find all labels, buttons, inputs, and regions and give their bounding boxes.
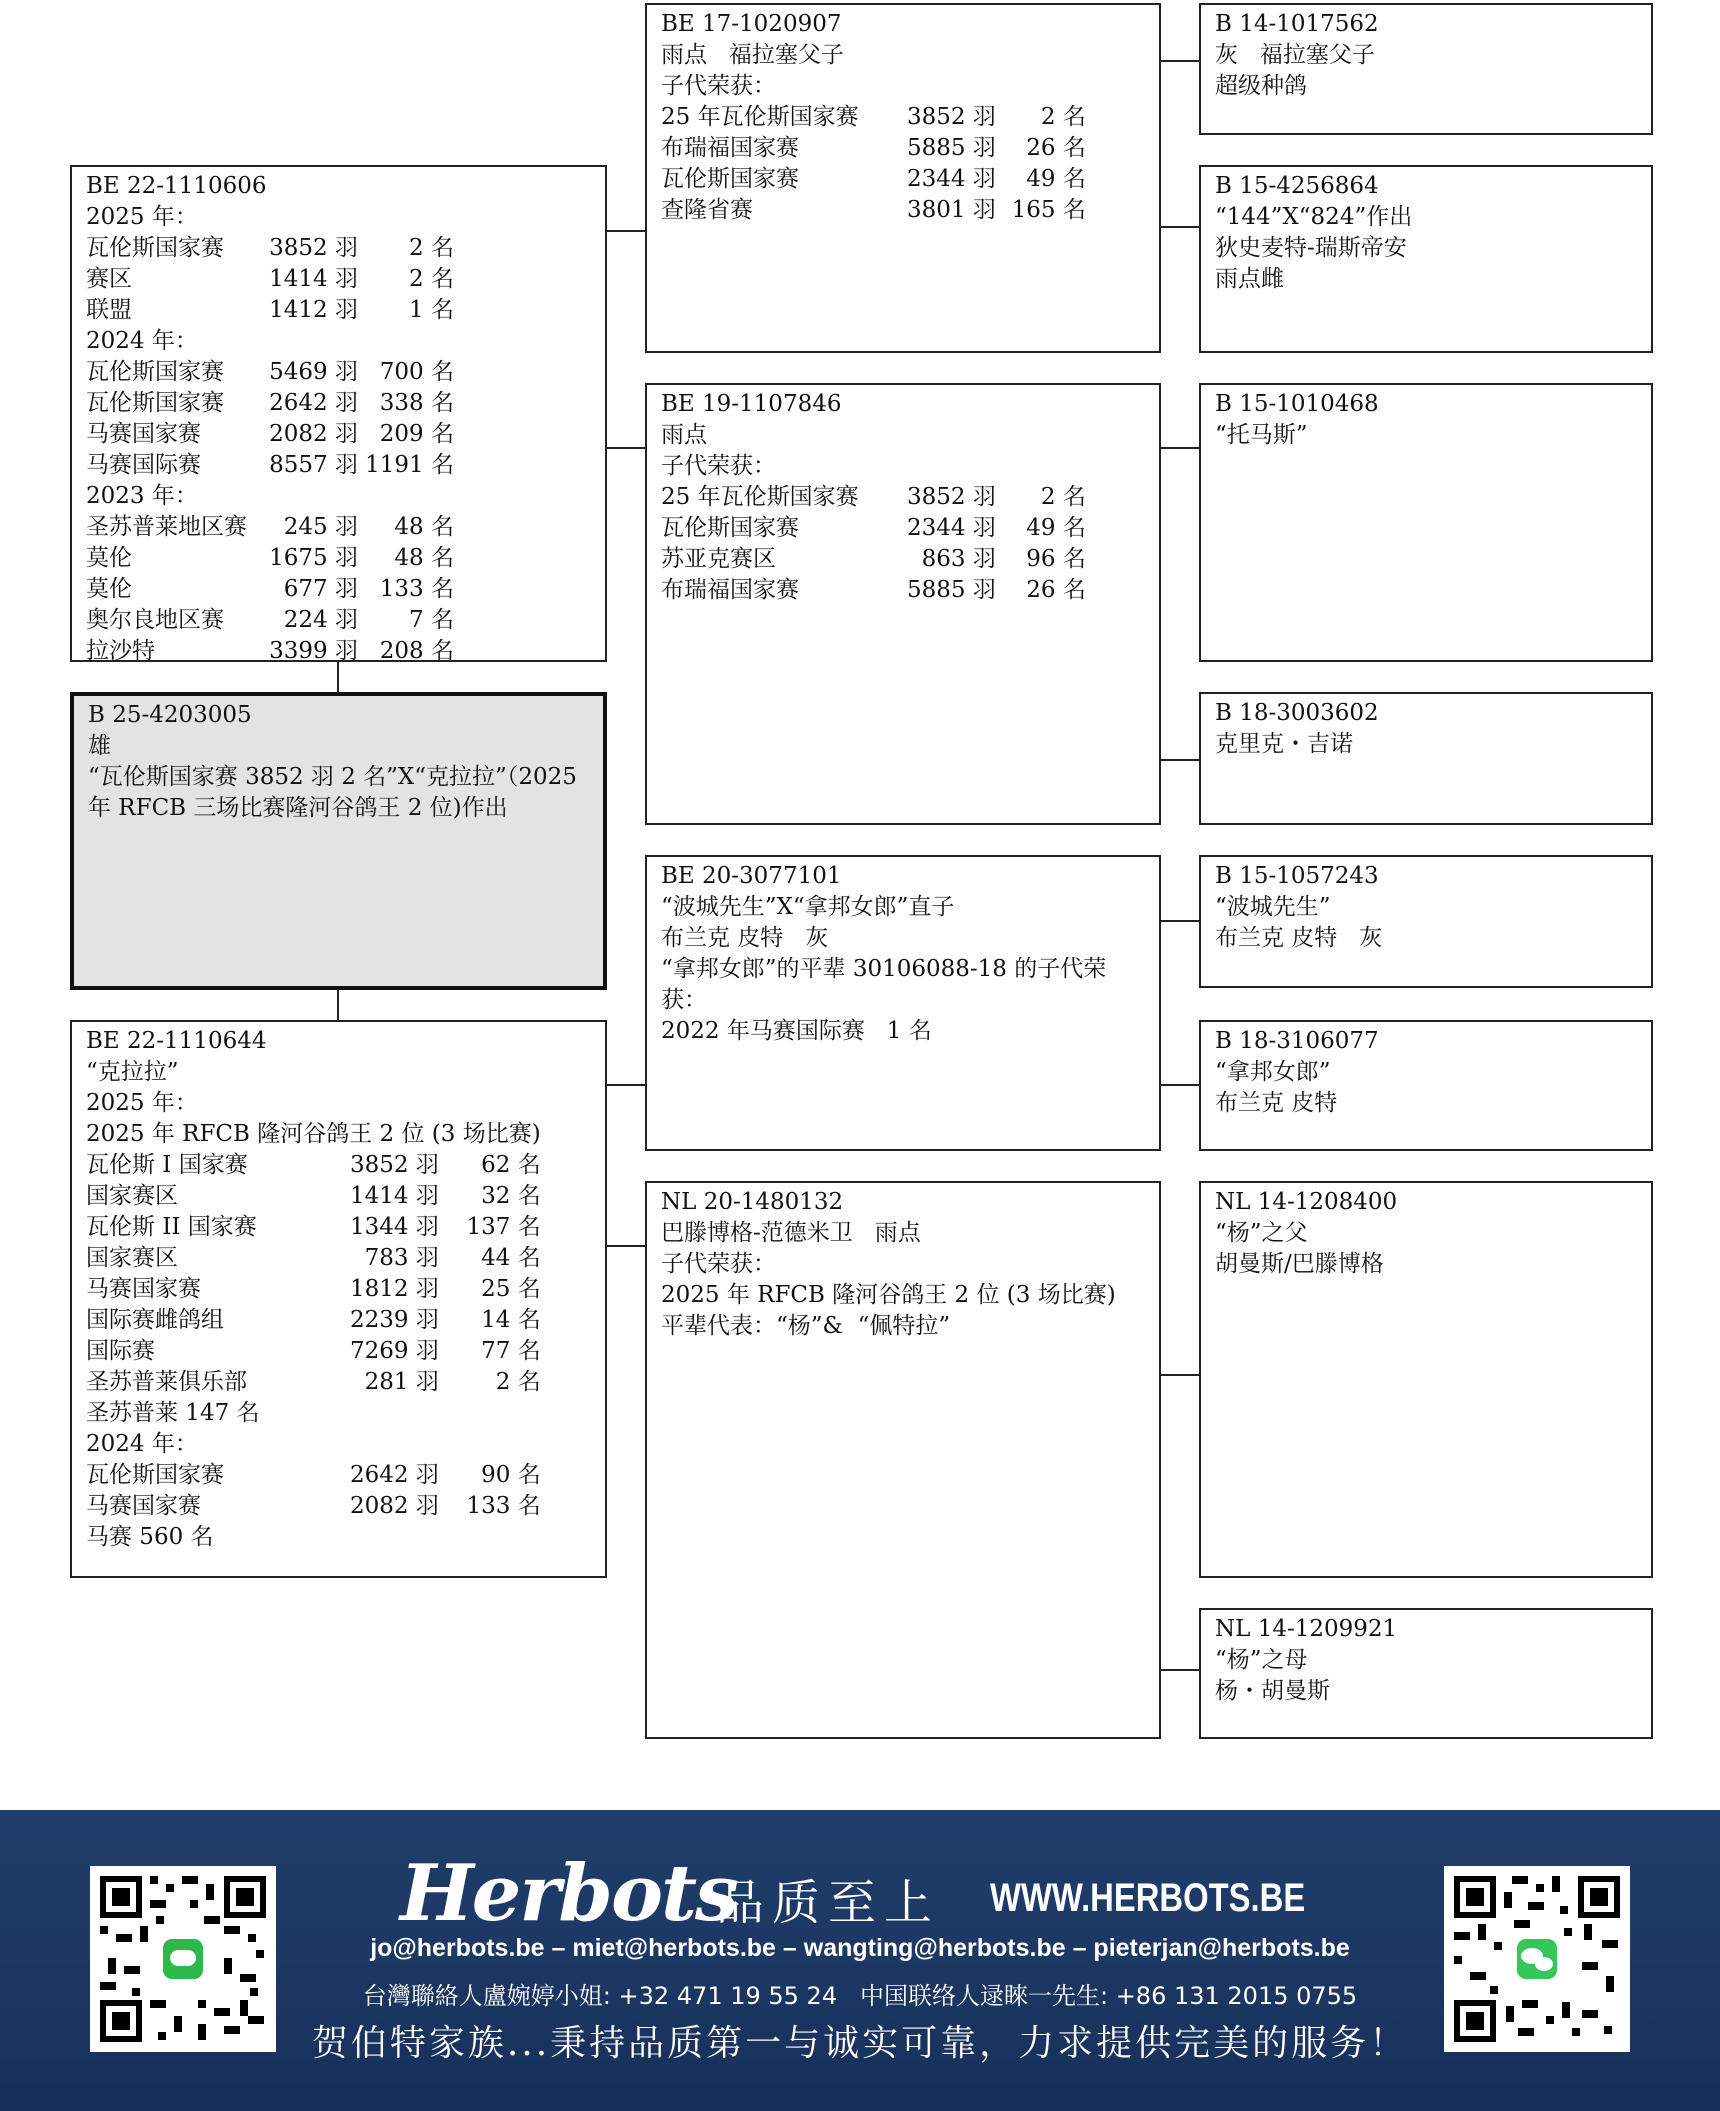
- placing: 2 名: [495, 1369, 541, 1395]
- brand-row: [400, 1848, 1340, 1938]
- race-name: 拉沙特: [86, 638, 155, 664]
- bird-count: 8557 羽: [269, 452, 358, 478]
- bird-count: 3852 羽: [350, 1152, 439, 1178]
- race-name: 瓦伦斯 I 国家赛: [86, 1152, 248, 1178]
- race-name: 瓦伦斯国家赛: [86, 1462, 224, 1488]
- results-table: [661, 482, 1086, 606]
- bird-count: 1414 羽: [269, 266, 358, 292]
- pedigree-description: “瓦伦斯国家赛 3852 羽 2 名”X“克拉拉”（2025 年 RFCB 三场比赛隆河谷鸽王 2 位)作出: [88, 764, 577, 821]
- race-name: 奥尔良地区赛: [86, 607, 224, 633]
- connector: [605, 230, 647, 232]
- connector: [1159, 1084, 1201, 1086]
- ring-number: B 25-4203005: [88, 702, 252, 728]
- bird-count: 5885 羽: [907, 577, 996, 603]
- race-name: 莫伦: [86, 576, 132, 602]
- sex-label: 雄: [88, 733, 111, 759]
- description-line: “波城先生”X“拿邦女郎”直子: [661, 894, 955, 920]
- description-line: “波城先生”: [1215, 894, 1331, 920]
- bird-count: 677 羽: [283, 576, 358, 602]
- sire-card: [70, 165, 607, 662]
- placing: 96 名: [1026, 546, 1086, 572]
- dam-dam-card: [645, 1181, 1161, 1739]
- race-name: 圣苏普莱俱乐部: [86, 1369, 247, 1395]
- wechat-qr-code[interactable]: [1444, 1866, 1630, 2052]
- placing: 26 名: [1026, 135, 1086, 161]
- dam-sire-dam-card: [1199, 1020, 1653, 1151]
- race-name: 瓦伦斯国家赛: [86, 359, 224, 385]
- bird-count: 224 羽: [283, 607, 358, 633]
- subject-card: [70, 692, 607, 990]
- bird-count: 1414 羽: [350, 1183, 439, 1209]
- achievement-line: 圣苏普莱 147 名: [86, 1400, 260, 1426]
- description-line: 2022 年马赛国际赛 1 名: [661, 1018, 932, 1044]
- slogan: 品质至上: [716, 1875, 941, 1931]
- description-line: “拿邦女郎”的平辈 30106088-18 的子代荣获：: [661, 956, 1107, 1013]
- description-line: 子代荣获：: [661, 1251, 776, 1277]
- race-name: 圣苏普莱地区赛: [86, 514, 247, 540]
- placing: 77 名: [481, 1338, 541, 1364]
- bird-count: 3852 羽: [269, 235, 358, 261]
- bird-count: 1675 羽: [269, 545, 358, 571]
- year-heading: 2025 年：: [86, 204, 198, 230]
- ring-number: B 15-4256864: [1215, 173, 1379, 199]
- dam-dam-sire-card: [1199, 1181, 1653, 1578]
- placing: 2 名: [1040, 104, 1086, 130]
- motto: 贺伯特家族...秉持品质第一与诚实可靠，力求提供完美的服务！: [311, 2023, 1409, 2064]
- race-name: 莫伦: [86, 545, 132, 571]
- year-heading: 2024 年：: [86, 328, 198, 354]
- dam-card: [70, 1020, 607, 1578]
- bird-count: 3852 羽: [907, 104, 996, 130]
- race-name: 25 年瓦伦斯国家赛: [661, 104, 859, 130]
- race-name: 联盟: [86, 297, 132, 323]
- bird-count: 281 羽: [364, 1369, 439, 1395]
- placing: 1 名: [409, 297, 454, 323]
- bird-count: 783 羽: [364, 1245, 439, 1271]
- connector: [605, 447, 647, 449]
- sire-sire-card: [645, 3, 1161, 353]
- bird-count: 2344 羽: [907, 515, 996, 541]
- race-name: 马赛国家赛: [86, 1493, 201, 1519]
- placing: 44 名: [481, 1245, 541, 1271]
- race-name: 查隆省赛: [661, 197, 753, 223]
- ring-number: BE 17-1020907: [661, 11, 842, 37]
- description-line: “托马斯”: [1215, 422, 1308, 448]
- race-name: 马赛国家赛: [86, 1276, 201, 1302]
- sire-dam-dam-card: [1199, 692, 1653, 825]
- placing: 133 名: [466, 1493, 541, 1519]
- bird-count: 3801 羽: [907, 197, 996, 223]
- description-line: 超级种鸽: [1215, 73, 1307, 99]
- placing: 2 名: [1040, 484, 1086, 510]
- placing: 48 名: [394, 514, 454, 540]
- placing: 2 名: [409, 266, 454, 292]
- placing: 26 名: [1026, 577, 1086, 603]
- bird-count: 2642 羽: [350, 1462, 439, 1488]
- race-name: 国际赛: [86, 1338, 155, 1364]
- description-line: 狄史麦特-瑞斯帝安: [1215, 235, 1407, 261]
- bird-count: 2082 羽: [350, 1493, 439, 1519]
- sire-dam-sire-card: [1199, 383, 1653, 662]
- connector: [605, 1084, 647, 1086]
- ring-number: B 18-3003602: [1215, 700, 1379, 726]
- ring-number: NL 14-1208400: [1215, 1189, 1398, 1215]
- connector: [1159, 1374, 1201, 1376]
- ring-number: B 15-1010468: [1215, 391, 1379, 417]
- placing: 1191 名: [365, 452, 454, 478]
- bird-count: 245 羽: [283, 514, 358, 540]
- race-name: 国际赛雌鸽组: [86, 1307, 224, 1333]
- achievement-line: 2025 年 RFCB 隆河谷鸽王 2 位 (3 场比赛): [86, 1121, 541, 1147]
- bird-count: 7269 羽: [350, 1338, 439, 1364]
- description-line: 杨・胡曼斯: [1215, 1678, 1330, 1704]
- placing: 62 名: [481, 1152, 541, 1178]
- ring-number: BE 22-1110644: [86, 1028, 267, 1054]
- bird-count: 5469 羽: [269, 359, 358, 385]
- bird-count: 3399 羽: [269, 638, 358, 664]
- race-name: 瓦伦斯 II 国家赛: [86, 1214, 257, 1240]
- bird-count: 1344 羽: [350, 1214, 439, 1240]
- dam-sire-sire-card: [1199, 855, 1653, 988]
- race-name: 国家赛区: [86, 1245, 178, 1271]
- bird-count: 863 羽: [921, 546, 996, 572]
- connector: [1159, 1669, 1201, 1671]
- race-name: 25 年瓦伦斯国家赛: [661, 484, 859, 510]
- placing: 2 名: [409, 235, 454, 261]
- footer-banner: [0, 1810, 1720, 2111]
- race-name: 瓦伦斯国家赛: [86, 390, 224, 416]
- description-line: 胡曼斯/巴滕博格: [1215, 1251, 1384, 1277]
- bird-count: 2344 羽: [907, 166, 996, 192]
- race-name: 瓦伦斯国家赛: [661, 166, 799, 192]
- year-heading: 2024 年：: [86, 1431, 198, 1457]
- description-line: 雨点: [661, 422, 707, 448]
- description-line: 子代荣获：: [661, 73, 776, 99]
- placing: 14 名: [481, 1307, 541, 1333]
- placing: 49 名: [1026, 515, 1086, 541]
- ring-number: B 15-1057243: [1215, 863, 1379, 889]
- bird-count: 2642 羽: [269, 390, 358, 416]
- description-line: 平辈代表：“杨”& “佩特拉”: [661, 1313, 951, 1339]
- website-link[interactable]: WWW.HERBOTS.BE: [990, 1876, 1306, 1920]
- achievement-line: 马赛 560 名: [86, 1524, 214, 1550]
- description-line: 雨点 福拉塞父子: [661, 42, 844, 68]
- race-name: 瓦伦斯国家赛: [661, 515, 799, 541]
- dam-sire-card: [645, 855, 1161, 1151]
- race-name: 苏亚克赛区: [661, 546, 776, 572]
- description-line: “144”X“824”作出: [1215, 204, 1413, 230]
- description-line: “拿邦女郎”: [1215, 1059, 1331, 1085]
- connector: [337, 988, 339, 1022]
- connector: [1159, 920, 1201, 922]
- race-name: 国家赛区: [86, 1183, 178, 1209]
- race-name: 马赛国际赛: [86, 452, 201, 478]
- description-line: “杨”之父: [1215, 1220, 1308, 1246]
- placing: 133 名: [379, 576, 454, 602]
- placing: 208 名: [379, 638, 454, 664]
- email-list[interactable]: jo@herbots.be – miet@herbots.be – wangting@herbots.be – pieterjan@herbots.be: [370, 1934, 1350, 1962]
- ring-number: B 18-3106077: [1215, 1028, 1379, 1054]
- race-name: 布瑞福国家赛: [661, 135, 799, 161]
- race-name: 布瑞福国家赛: [661, 577, 799, 603]
- placing: 7 名: [409, 607, 454, 633]
- description-line: 布兰克 皮特: [1215, 1090, 1338, 1116]
- ring-number: BE 20-3077101: [661, 863, 842, 889]
- placing: 49 名: [1026, 166, 1086, 192]
- sire-sire-sire-card: [1199, 3, 1653, 135]
- description-line: 布兰克 皮特 灰: [1215, 925, 1383, 951]
- ring-number: BE 22-1110606: [86, 173, 267, 199]
- connector: [1159, 60, 1201, 62]
- bird-count: 3852 羽: [907, 484, 996, 510]
- race-name: 瓦伦斯国家赛: [86, 235, 224, 261]
- year-heading: 2023 年：: [86, 483, 198, 509]
- placing: 165 名: [1011, 197, 1086, 223]
- description-line: 雨点雌: [1215, 266, 1284, 292]
- year-heading: 2025 年：: [86, 1090, 198, 1116]
- ring-number: NL 14-1209921: [1215, 1616, 1398, 1642]
- connector: [1159, 226, 1201, 228]
- description-line: 子代荣获：: [661, 453, 776, 479]
- bird-count: 5885 羽: [907, 135, 996, 161]
- connector: [1159, 759, 1201, 761]
- placing: 700 名: [379, 359, 454, 385]
- bird-count: 1412 羽: [269, 297, 358, 323]
- race-name: 赛区: [86, 266, 132, 292]
- description-line: 灰 福拉塞父子: [1215, 42, 1375, 68]
- sire-dam-card: [645, 383, 1161, 825]
- ring-number: B 14-1017562: [1215, 11, 1379, 37]
- connector: [605, 1245, 647, 1247]
- dam-dam-dam-card: [1199, 1608, 1653, 1739]
- placing: 137 名: [466, 1214, 541, 1240]
- contact-phones: 台灣聯絡人盧婉婷小姐: +32 471 19 55 24 中国联络人逯睞一先生: +86 131 2015 0755: [362, 1982, 1358, 2010]
- placing: 32 名: [481, 1183, 541, 1209]
- placing: 48 名: [394, 545, 454, 571]
- placing: 209 名: [379, 421, 454, 447]
- pigeon-name: “克拉拉”: [86, 1059, 179, 1085]
- bird-count: 2082 羽: [269, 421, 358, 447]
- bird-count: 2239 羽: [350, 1307, 439, 1333]
- placing: 25 名: [481, 1276, 541, 1302]
- description-line: 布兰克 皮特 灰: [661, 925, 829, 951]
- ring-number: NL 20-1480132: [661, 1189, 844, 1215]
- race-name: 马赛国家赛: [86, 421, 201, 447]
- placing: 338 名: [379, 390, 454, 416]
- ring-number: BE 19-1107846: [661, 391, 842, 417]
- results-table: [661, 102, 1086, 226]
- placing: 90 名: [481, 1462, 541, 1488]
- description-line: “杨”之母: [1215, 1647, 1308, 1673]
- description-line: 克里克・吉诺: [1215, 731, 1353, 757]
- results-table: [86, 1088, 541, 1553]
- description-line: 2025 年 RFCB 隆河谷鸽王 2 位 (3 场比赛): [661, 1282, 1116, 1308]
- description-line: 巴滕博格-范德米卫 雨点: [661, 1220, 921, 1246]
- results-table: [86, 202, 454, 667]
- qr-code-pattern: [1454, 1876, 1620, 2042]
- sire-sire-dam-card: [1199, 165, 1653, 353]
- bird-count: 1812 羽: [350, 1276, 439, 1302]
- connector: [1159, 447, 1201, 449]
- herbots-logo: Herbots: [400, 1848, 737, 1939]
